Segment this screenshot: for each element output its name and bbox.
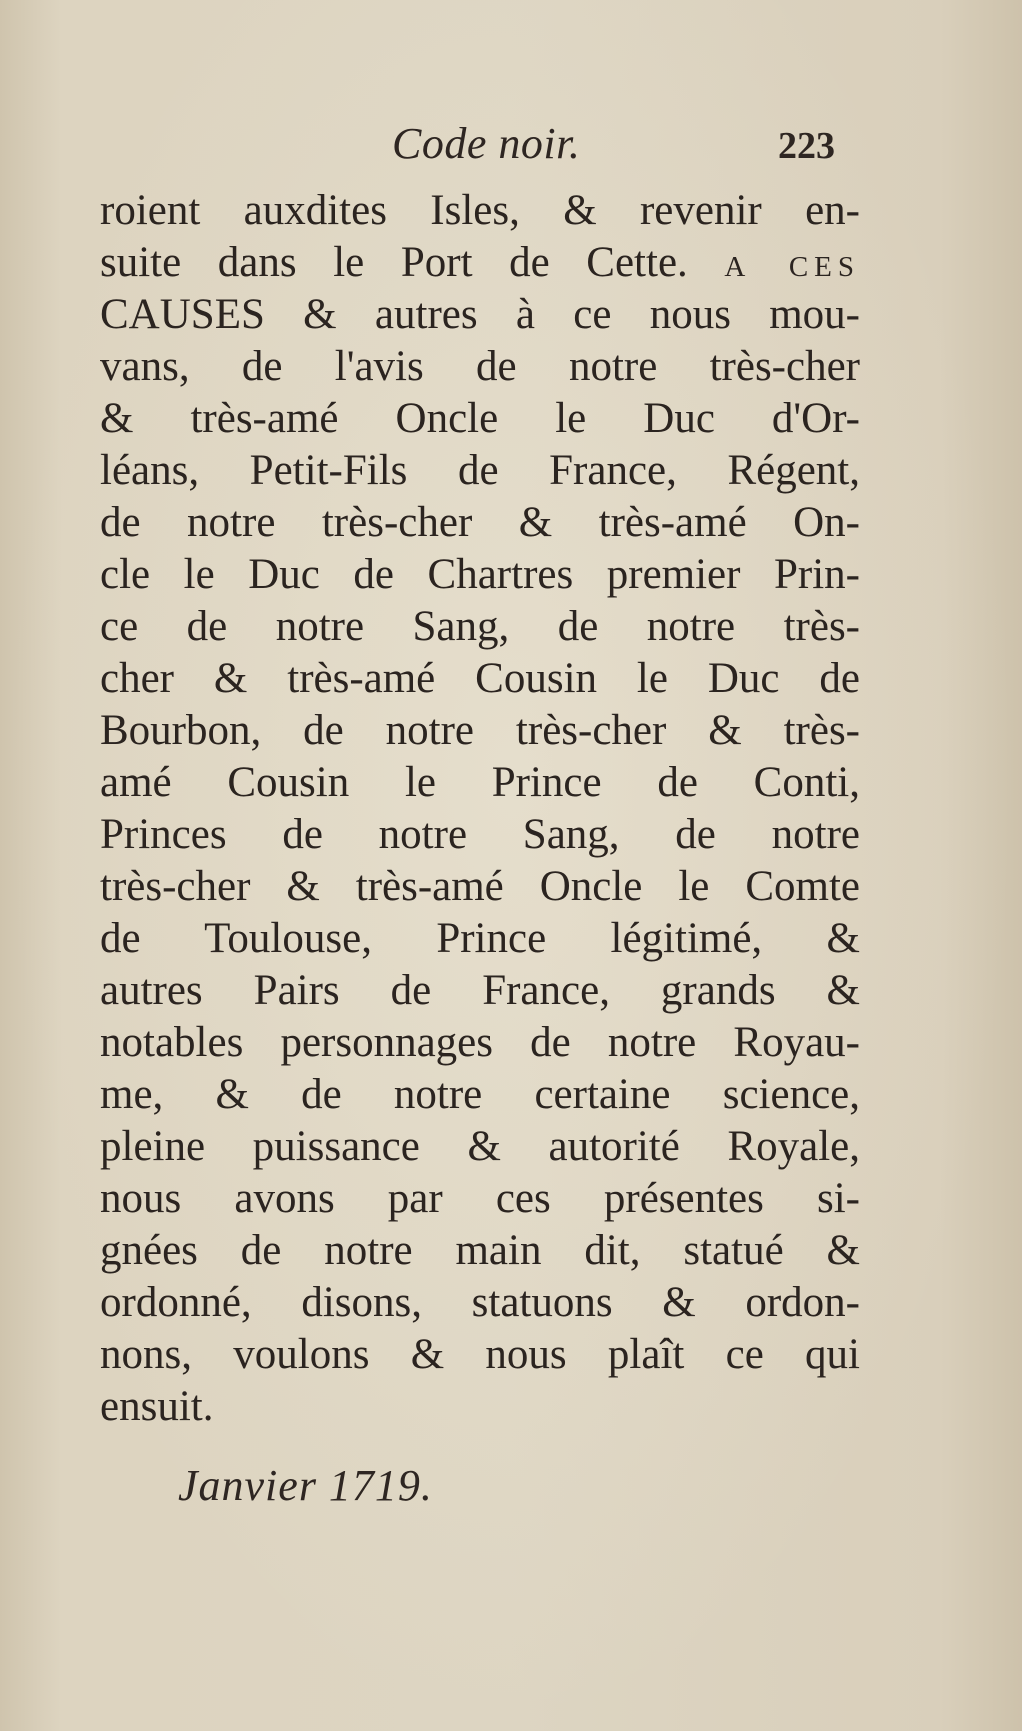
text-line: amé Cousin le Prince de Conti, — [100, 759, 860, 806]
text-line: ordonné, disons, statuons & ordon- — [100, 1279, 860, 1326]
body-text — [100, 185, 860, 1433]
text-line: me, & de notre certaine science, — [100, 1071, 860, 1118]
text-line: cher & très-amé Cousin le Duc de — [100, 655, 860, 702]
smallcaps-text: A CES — [724, 251, 861, 283]
text-line: pleine puissance & autorité Royale, — [100, 1123, 860, 1170]
text-line: nons, voulons & nous plaît ce qui — [100, 1331, 860, 1378]
page-number: 223 — [778, 125, 835, 167]
text-line: léans, Petit-Fils de France, Régent, — [100, 447, 860, 494]
text-line: de notre très-cher & très-amé On- — [100, 499, 860, 546]
text-line-main: suite dans le Port de Cette. — [100, 239, 688, 286]
text-line: très-cher & très-amé Oncle le Comte — [100, 863, 860, 910]
text-line: notables personnages de notre Royau- — [100, 1019, 860, 1066]
text-line: Princes de notre Sang, de notre — [100, 811, 860, 858]
text-line: ce de notre Sang, de notre très- — [100, 603, 860, 650]
text-line: vans, de l'avis de notre très-cher — [100, 343, 860, 390]
page-header — [0, 118, 1022, 182]
text-line: & très-amé Oncle le Duc d'Or- — [100, 395, 860, 442]
text-line: de Toulouse, Prince légitimé, & — [100, 915, 860, 962]
text-line: nous avons par ces présentes si- — [100, 1175, 860, 1222]
text-line — [100, 237, 860, 289]
dateline: Janvier 1719. — [178, 1461, 433, 1510]
text-line: cle le Duc de Chartres premier Prin- — [100, 551, 860, 598]
text-line: autres Pairs de France, grands & — [100, 967, 860, 1014]
text-line: CAUSES & autres à ce nous mou- — [100, 291, 860, 338]
text-line: roient auxdites Isles, & revenir en- — [100, 187, 860, 234]
text-line: ensuit. — [100, 1383, 214, 1430]
running-title: Code noir. — [392, 119, 581, 168]
text-line: Bourbon, de notre très-cher & très- — [100, 707, 860, 754]
text-line: gnées de notre main dit, statué & — [100, 1227, 860, 1274]
